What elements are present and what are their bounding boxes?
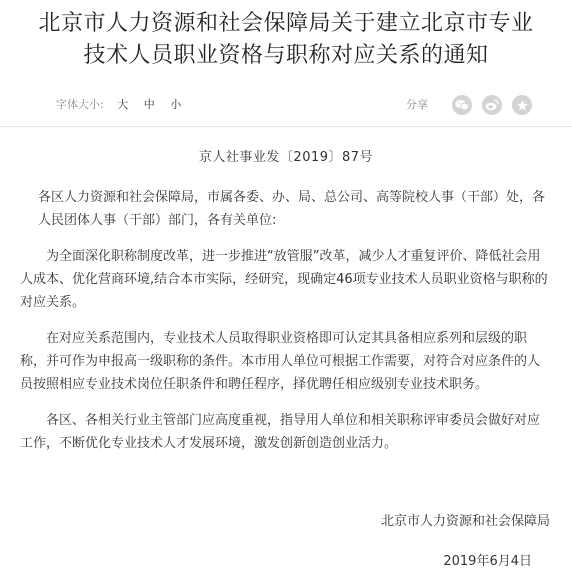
issue-date: 2019年6月4日	[443, 554, 532, 569]
font-size-medium-option[interactable]: 中	[143, 98, 155, 111]
weibo-icon[interactable]	[482, 95, 502, 115]
article-toolbar	[0, 86, 572, 127]
article-title-line-2: 技术人员职业资格与职称对应关系的通知	[83, 43, 489, 68]
body-paragraph-2: 在对应关系范围内，专业技术人员取得职业资格即可认定其具备相应系列和层级的职称，并可作为申报高一级职称的条件。本市用人单位可根据工作需要，对符合对应条件的人员按照相应专业技术岗位任职条件和聘任程序，择优聘任相应级别专业技术职务。	[20, 331, 541, 392]
font-size-large-option[interactable]: 大	[117, 98, 129, 111]
font-size-small-option[interactable]: 小	[170, 98, 182, 111]
share-label: 分享	[406, 98, 428, 111]
issuer-signature: 北京市人力资源和社会保障局	[380, 514, 550, 529]
share-bar	[406, 94, 532, 116]
document-number: 京人社事业发〔2019〕87号	[198, 150, 374, 165]
article-body	[20, 186, 548, 468]
wechat-icon[interactable]	[452, 95, 472, 115]
font-size-label: 字体大小:	[56, 98, 104, 111]
favorite-star-icon[interactable]	[512, 95, 532, 115]
font-size-selector	[56, 96, 193, 114]
article-title	[10, 8, 562, 72]
body-paragraph-3: 各区、各相关行业主管部门应高度重视，指导用人单位和相关职称评审委员会做好对应工作，不断优化专业技术人才发展环境，激发创新创造创业活力。	[20, 413, 541, 451]
article-title-line-1: 北京市人力资源和社会保障局关于建立北京市专业	[38, 11, 534, 36]
addressee-paragraph: 各区人力资源和社会保障局，市属各委、办、局、总公司、高等院校人事（干部）处，各人民团体人事（干部）部门，各有关单位:	[38, 190, 546, 228]
body-paragraph-1: 为全面深化职称制度改革，进一步推进“放管服”改革，减少人才重复评价、降低社会用人成本、优化营商环境,结合本市实际，经研究，现确定46项专业技术人员职业资格与职称的对应关系。	[20, 249, 548, 310]
